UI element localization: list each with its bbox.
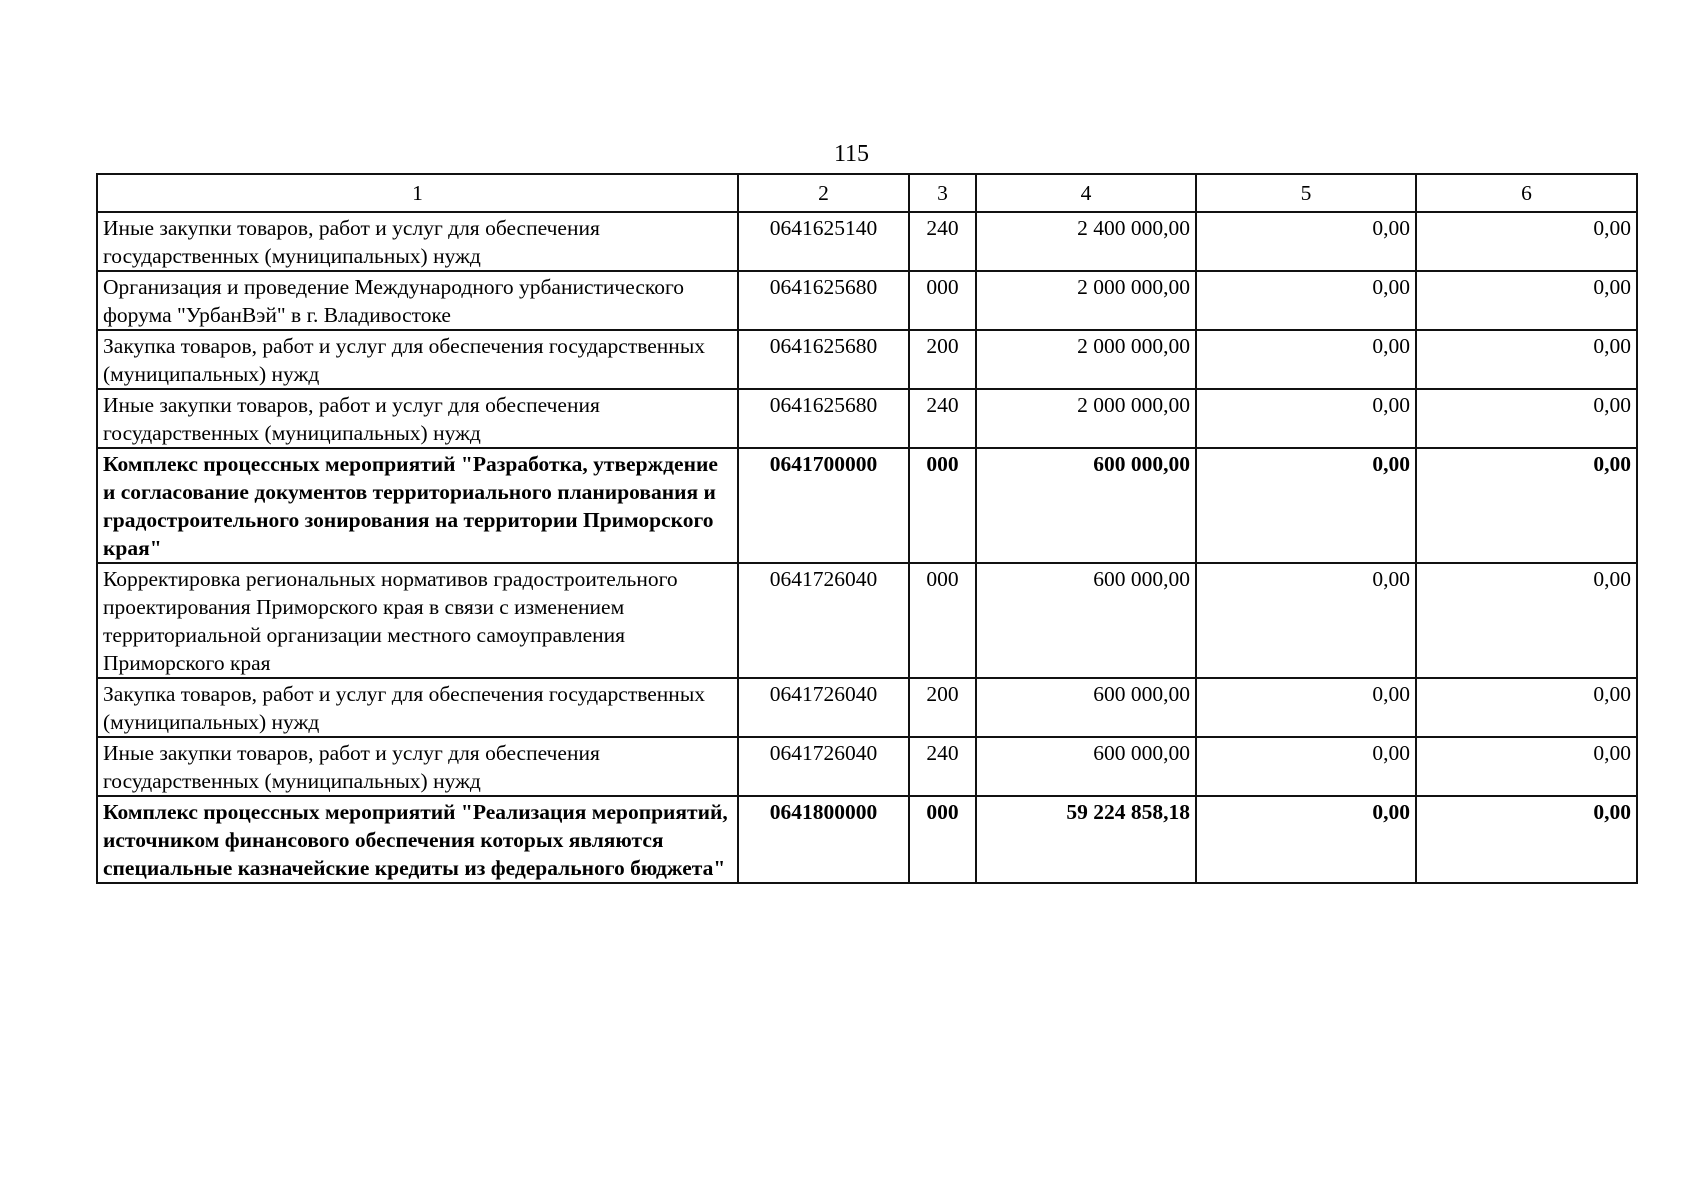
budget-table bbox=[96, 173, 1638, 884]
row-amount-col5: 0,00 bbox=[1196, 563, 1416, 678]
column-header-3: 3 bbox=[909, 174, 976, 212]
table-row bbox=[97, 271, 1637, 330]
row-amount-col5: 0,00 bbox=[1196, 737, 1416, 796]
row-amount-col6: 0,00 bbox=[1416, 737, 1637, 796]
row-amount-col5: 0,00 bbox=[1196, 212, 1416, 271]
row-amount-col6: 0,00 bbox=[1416, 271, 1637, 330]
row-amount-col6: 0,00 bbox=[1416, 212, 1637, 271]
row-amount-col6: 0,00 bbox=[1416, 330, 1637, 389]
row-amount-col6: 0,00 bbox=[1416, 389, 1637, 448]
row-name-cell: Комплекс процессных мероприятий "Реализация мероприятий, источником финансового обеспечения которых являются специальные казначейские кредиты из федерального бюджета" bbox=[97, 796, 738, 883]
table-body bbox=[97, 212, 1637, 883]
row-amount-col5: 0,00 bbox=[1196, 796, 1416, 883]
row-amount-col4: 59 224 858,18 bbox=[976, 796, 1196, 883]
row-name-cell: Закупка товаров, работ и услуг для обеспечения государственных (муниципальных) нужд bbox=[97, 678, 738, 737]
row-type-cell: 000 bbox=[909, 563, 976, 678]
table-row bbox=[97, 678, 1637, 737]
row-code-cell: 0641625680 bbox=[738, 330, 909, 389]
row-name-cell: Иные закупки товаров, работ и услуг для обеспечения государственных (муниципальных) нужд bbox=[97, 212, 738, 271]
table-row bbox=[97, 212, 1637, 271]
row-name-cell: Иные закупки товаров, работ и услуг для обеспечения государственных (муниципальных) нужд bbox=[97, 389, 738, 448]
row-amount-col5: 0,00 bbox=[1196, 389, 1416, 448]
table-row bbox=[97, 330, 1637, 389]
row-amount-col4: 2 000 000,00 bbox=[976, 330, 1196, 389]
row-code-cell: 0641800000 bbox=[738, 796, 909, 883]
column-header-5: 5 bbox=[1196, 174, 1416, 212]
row-code-cell: 0641625680 bbox=[738, 271, 909, 330]
column-header-1: 1 bbox=[97, 174, 738, 212]
row-amount-col6: 0,00 bbox=[1416, 563, 1637, 678]
row-type-cell: 000 bbox=[909, 448, 976, 563]
table-row bbox=[97, 563, 1637, 678]
table-row bbox=[97, 737, 1637, 796]
page-number: 115 bbox=[833, 141, 870, 167]
row-amount-col5: 0,00 bbox=[1196, 448, 1416, 563]
row-amount-col4: 2 000 000,00 bbox=[976, 389, 1196, 448]
row-amount-col4: 2 000 000,00 bbox=[976, 271, 1196, 330]
row-amount-col6: 0,00 bbox=[1416, 448, 1637, 563]
row-type-cell: 240 bbox=[909, 389, 976, 448]
table-header-row bbox=[97, 174, 1637, 212]
row-name-cell: Закупка товаров, работ и услуг для обеспечения государственных (муниципальных) нужд bbox=[97, 330, 738, 389]
row-name-cell: Корректировка региональных нормативов градостроительного проектирования Приморского края в связи с изменением территориальной организации местного самоуправления Приморского края bbox=[97, 563, 738, 678]
row-name-cell: Организация и проведение Международного урбанистического форума "УрбанВэй" в г. Владивостоке bbox=[97, 271, 738, 330]
row-code-cell: 0641726040 bbox=[738, 678, 909, 737]
row-type-cell: 000 bbox=[909, 271, 976, 330]
row-amount-col4: 600 000,00 bbox=[976, 737, 1196, 796]
row-code-cell: 0641726040 bbox=[738, 737, 909, 796]
row-amount-col4: 600 000,00 bbox=[976, 563, 1196, 678]
row-code-cell: 0641625140 bbox=[738, 212, 909, 271]
row-amount-col5: 0,00 bbox=[1196, 678, 1416, 737]
row-type-cell: 240 bbox=[909, 737, 976, 796]
table-row bbox=[97, 796, 1637, 883]
column-header-6: 6 bbox=[1416, 174, 1637, 212]
row-amount-col5: 0,00 bbox=[1196, 330, 1416, 389]
row-code-cell: 0641726040 bbox=[738, 563, 909, 678]
row-name-cell: Иные закупки товаров, работ и услуг для обеспечения государственных (муниципальных) нужд bbox=[97, 737, 738, 796]
column-header-4: 4 bbox=[976, 174, 1196, 212]
table-row bbox=[97, 448, 1637, 563]
row-amount-col6: 0,00 bbox=[1416, 796, 1637, 883]
row-name-cell: Комплекс процессных мероприятий "Разработка, утверждение и согласование документов территориального планирования и градостроительного зонирования на территории Приморского края" bbox=[97, 448, 738, 563]
row-amount-col4: 600 000,00 bbox=[976, 448, 1196, 563]
row-type-cell: 240 bbox=[909, 212, 976, 271]
table-row bbox=[97, 389, 1637, 448]
row-code-cell: 0641700000 bbox=[738, 448, 909, 563]
row-type-cell: 200 bbox=[909, 678, 976, 737]
row-amount-col4: 2 400 000,00 bbox=[976, 212, 1196, 271]
row-amount-col6: 0,00 bbox=[1416, 678, 1637, 737]
row-type-cell: 000 bbox=[909, 796, 976, 883]
row-code-cell: 0641625680 bbox=[738, 389, 909, 448]
row-amount-col5: 0,00 bbox=[1196, 271, 1416, 330]
row-amount-col4: 600 000,00 bbox=[976, 678, 1196, 737]
row-type-cell: 200 bbox=[909, 330, 976, 389]
column-header-2: 2 bbox=[738, 174, 909, 212]
